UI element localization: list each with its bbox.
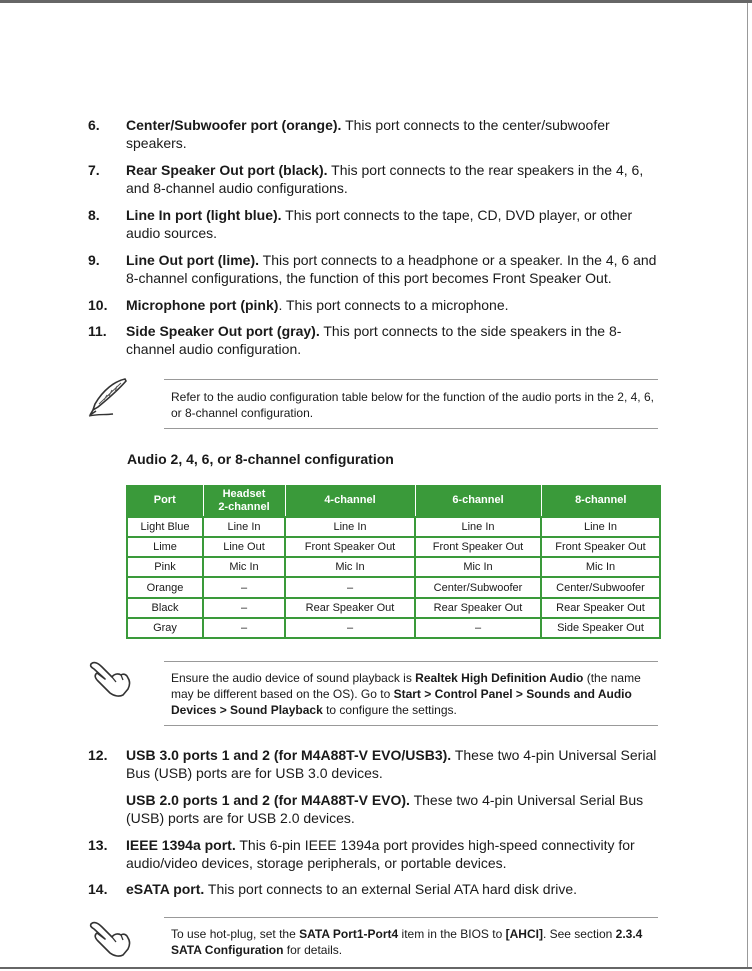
item-number: 13. (88, 837, 108, 853)
item-title: Microphone port (pink) (126, 297, 279, 313)
table-cell: – (285, 577, 415, 597)
note-text-part: for details. (283, 943, 343, 957)
item-title: Line In port (light blue). (126, 207, 282, 223)
table-cell: Line In (541, 517, 660, 537)
table-cell: Line In (285, 517, 415, 537)
item-title: IEEE 1394a port. (126, 837, 236, 853)
note-top-rule (164, 917, 658, 918)
table-cell: Line Out (203, 537, 285, 557)
header-line: Headset (222, 487, 266, 500)
list-item (88, 296, 668, 314)
item-text: This port connects to the side speakers in the 8-channel audio configuration. (126, 323, 622, 357)
note-text-part: item in the BIOS to (398, 927, 506, 941)
header-cell: 4-channel (285, 485, 415, 517)
hand-pointer-icon (88, 658, 134, 698)
table-cell: Orange (127, 577, 203, 597)
list-item (88, 791, 668, 827)
item-number: 9. (88, 252, 100, 268)
table-cell: Light Blue (127, 517, 203, 537)
item-number: 14. (88, 881, 108, 897)
note-text-bold: Start > Control Panel > Sounds and Audio Devices > Sound Playback (171, 687, 632, 717)
audio-config-table (126, 485, 661, 639)
item-text: This port connects to the tape, CD, DVD player, or other audio sources. (126, 207, 633, 241)
header-cell: 6-channel (415, 485, 541, 517)
list-item (88, 880, 668, 898)
item-text: This port connects to a headphone or a speaker. In the 4, 6 and 8-channel configurations, the function of this port becomes Front Speaker Out. (126, 252, 657, 286)
table-cell: Center/Subwoofer (541, 577, 660, 597)
top-rule (0, 0, 752, 3)
table-cell: Rear Speaker Out (285, 598, 415, 618)
item-number: 6. (88, 117, 100, 133)
item-title: Line Out port (lime). (126, 252, 259, 268)
table-row (127, 618, 660, 638)
table-cell: – (203, 598, 285, 618)
note-bottom-rule (164, 725, 658, 726)
bottom-rule (0, 967, 752, 969)
note-text-part: (the name may be different based on the OS). Go to (171, 671, 641, 701)
item-title: USB 2.0 ports 1 and 2 (for M4A88T-V EVO). (126, 792, 410, 808)
table-cell: Mic In (415, 557, 541, 577)
item-number: 8. (88, 207, 100, 223)
header-cell: Port (127, 485, 203, 517)
table-cell: Lime (127, 537, 203, 557)
table-cell: Mic In (203, 557, 285, 577)
table-cell: Gray (127, 618, 203, 638)
note-text-part: To use hot-plug, set the (171, 927, 300, 941)
note-text (171, 670, 657, 718)
item-title: USB 3.0 ports 1 and 2 (for M4A88T-V EVO/USB3). (126, 747, 452, 763)
list-item (88, 746, 668, 782)
list-item (88, 116, 668, 152)
list-item (88, 322, 668, 358)
table-cell: Mic In (285, 557, 415, 577)
item-title: Rear Speaker Out port (black). (126, 162, 328, 178)
note-text-bold: Realtek High Definition Audio (415, 671, 584, 685)
item-title: Center/Subwoofer port (orange). (126, 117, 342, 133)
table-cell: Line In (415, 517, 541, 537)
table-cell: Side Speaker Out (541, 618, 660, 638)
item-text: This 6-pin IEEE 1394a port provides high-speed connectivity for audio/video devices, storage peripherals, or portable devices. (126, 837, 635, 871)
note-top-rule (164, 379, 658, 380)
table-cell: Rear Speaker Out (541, 598, 660, 618)
item-number: 7. (88, 162, 100, 178)
note-text-bold: 2.3.4 SATA Configuration (171, 927, 643, 957)
note-top-rule (164, 661, 658, 662)
header-cell (203, 485, 285, 517)
table-cell: – (203, 618, 285, 638)
item-text: This port connects to the rear speakers in the 4, 6, and 8-channel audio configurations. (126, 162, 644, 196)
header-cell: 8-channel (541, 485, 660, 517)
note-bottom-rule (164, 428, 658, 429)
pen-note-icon (85, 376, 131, 418)
table-cell: Black (127, 598, 203, 618)
table-row (127, 537, 660, 557)
item-text: This port connects to the center/subwoofer speakers. (126, 117, 610, 151)
table-row (127, 577, 660, 597)
table-cell: – (415, 618, 541, 638)
item-text: These two 4-pin Universal Serial Bus (USB) ports are for USB 2.0 devices. (126, 792, 644, 826)
note-text-bold: [AHCI] (505, 927, 543, 941)
note-text: Refer to the audio configuration table below for the function of the audio ports in the 2, 4, 6, or 8-channel configuration. (171, 390, 654, 420)
note-text-part: to configure the settings. (322, 703, 457, 717)
table-cell: Line In (203, 517, 285, 537)
list-item (88, 206, 668, 242)
note-text (171, 926, 657, 958)
table-row (127, 598, 660, 618)
table-title: Audio 2, 4, 6, or 8-channel configuration (127, 451, 394, 467)
table-header-row (127, 485, 660, 517)
list-item (88, 161, 668, 197)
item-number: 12. (88, 747, 108, 763)
table-cell: – (285, 618, 415, 638)
note-text-bold: SATA Port1-Port4 (299, 927, 399, 941)
item-number: 10. (88, 297, 108, 313)
item-text: This port connects to an external Serial ATA hard disk drive. (204, 881, 578, 897)
list-item (88, 251, 668, 287)
list-item (88, 836, 668, 872)
table-cell: Pink (127, 557, 203, 577)
table-cell: Mic In (541, 557, 660, 577)
right-rule (747, 3, 748, 969)
item-title: eSATA port. (126, 881, 205, 897)
table-cell: Front Speaker Out (541, 537, 660, 557)
table-row (127, 557, 660, 577)
item-title: Side Speaker Out port (gray). (126, 323, 320, 339)
table-cell: Front Speaker Out (415, 537, 541, 557)
table-cell: Rear Speaker Out (415, 598, 541, 618)
hand-pointer-icon (88, 918, 134, 958)
note-text-part: . See section (542, 927, 616, 941)
table-cell: Center/Subwoofer (415, 577, 541, 597)
note-text-part: Ensure the audio device of sound playback is (171, 671, 416, 685)
table-cell: Front Speaker Out (285, 537, 415, 557)
item-number: 11. (88, 323, 107, 339)
item-text: . This port connects to a microphone. (278, 297, 509, 313)
table-row (127, 517, 660, 537)
header-line: 2-channel (218, 500, 270, 513)
item-text: These two 4-pin Universal Serial Bus (USB) ports are for USB 3.0 devices. (126, 747, 657, 781)
table-cell: – (203, 577, 285, 597)
